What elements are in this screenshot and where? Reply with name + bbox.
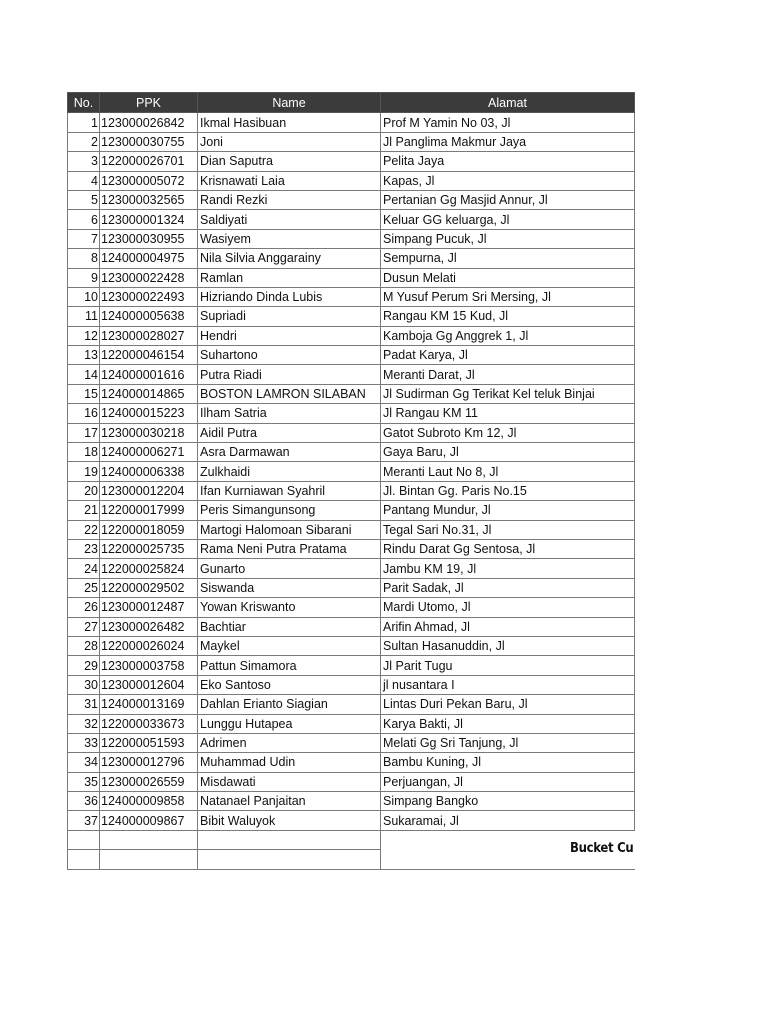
ppk-cell[interactable]: 124000004975 xyxy=(100,249,198,268)
address-cell[interactable]: Pelita Jaya xyxy=(381,152,635,171)
name-cell[interactable]: Putra Riadi xyxy=(198,365,381,384)
table-row xyxy=(68,384,635,403)
name-cell[interactable]: Ikmal Hasibuan xyxy=(198,113,381,132)
ppk-cell[interactable]: 122000046154 xyxy=(100,346,198,365)
table-cell[interactable] xyxy=(100,830,198,849)
ppk-cell[interactable]: 123000030218 xyxy=(100,423,198,442)
ppk-cell[interactable]: 123000022428 xyxy=(100,268,198,287)
table-row xyxy=(68,210,635,229)
table-row xyxy=(68,132,635,151)
ppk-cell[interactable]: 122000018059 xyxy=(100,520,198,539)
address-cell[interactable]: Simpang Pucuk, Jl xyxy=(381,229,635,248)
table-row xyxy=(68,675,635,694)
row-number-cell[interactable]: 11 xyxy=(68,307,100,326)
table-row xyxy=(68,656,635,675)
data-table xyxy=(67,92,635,870)
address-cell[interactable]: Lintas Duri Pekan Baru, Jl xyxy=(381,695,635,714)
row-number-cell[interactable]: 3 xyxy=(68,152,100,171)
spreadsheet xyxy=(67,92,634,870)
ppk-cell[interactable]: 122000025824 xyxy=(100,559,198,578)
address-cell[interactable]: Tegal Sari No.31, Jl xyxy=(381,520,635,539)
address-cell[interactable]: M Yusuf Perum Sri Mersing, Jl xyxy=(381,287,635,306)
row-number-cell[interactable]: 26 xyxy=(68,598,100,617)
blank-row xyxy=(68,830,635,849)
name-cell[interactable]: Saldiyati xyxy=(198,210,381,229)
name-cell[interactable]: Zulkhaidi xyxy=(198,462,381,481)
bucket-label: Bucket Cu xyxy=(570,840,634,856)
table-row xyxy=(68,753,635,772)
table-cell[interactable] xyxy=(198,830,381,849)
ppk-cell[interactable]: 122000026024 xyxy=(100,636,198,655)
table-row xyxy=(68,772,635,791)
row-number-cell[interactable]: 29 xyxy=(68,656,100,675)
row-number-cell[interactable]: 28 xyxy=(68,636,100,655)
row-number-cell[interactable]: 23 xyxy=(68,539,100,558)
address-cell[interactable]: Meranti Darat, Jl xyxy=(381,365,635,384)
ppk-cell[interactable]: 123000032565 xyxy=(100,190,198,209)
address-cell[interactable]: jl nusantara I xyxy=(381,675,635,694)
ppk-cell[interactable]: 123000028027 xyxy=(100,326,198,345)
address-cell[interactable]: Bambu Kuning, Jl xyxy=(381,753,635,772)
table-row xyxy=(68,268,635,287)
row-number-cell[interactable]: 27 xyxy=(68,617,100,636)
table-row xyxy=(68,346,635,365)
table-row xyxy=(68,811,635,830)
table-row xyxy=(68,520,635,539)
name-cell[interactable]: Muhammad Udin xyxy=(198,753,381,772)
name-cell[interactable]: Ramlan xyxy=(198,268,381,287)
address-cell[interactable]: Arifin Ahmad, Jl xyxy=(381,617,635,636)
header-row xyxy=(68,93,635,113)
ppk-cell[interactable]: 123000012604 xyxy=(100,675,198,694)
name-cell[interactable]: Suhartono xyxy=(198,346,381,365)
row-number-cell[interactable]: 36 xyxy=(68,792,100,811)
ppk-cell[interactable]: 122000026701 xyxy=(100,152,198,171)
name-cell[interactable]: Hizriando Dinda Lubis xyxy=(198,287,381,306)
ppk-cell[interactable]: 124000005638 xyxy=(100,307,198,326)
table-footer xyxy=(68,830,635,869)
row-number-cell[interactable]: 35 xyxy=(68,772,100,791)
table-row xyxy=(68,404,635,423)
ppk-cell[interactable]: 122000017999 xyxy=(100,501,198,520)
table-row xyxy=(68,171,635,190)
address-cell[interactable]: Jambu KM 19, Jl xyxy=(381,559,635,578)
address-cell[interactable]: Parit Sadak, Jl xyxy=(381,578,635,597)
ppk-cell[interactable]: 124000006271 xyxy=(100,443,198,462)
address-cell[interactable]: Dusun Melati xyxy=(381,268,635,287)
address-cell[interactable]: Rangau KM 15 Kud, Jl xyxy=(381,307,635,326)
ppk-cell[interactable]: 124000014865 xyxy=(100,384,198,403)
ppk-cell[interactable]: 123000030755 xyxy=(100,132,198,151)
table-row xyxy=(68,423,635,442)
name-cell[interactable]: Ifan Kurniawan Syahril xyxy=(198,481,381,500)
row-number-cell[interactable]: 13 xyxy=(68,346,100,365)
row-number-cell[interactable]: 7 xyxy=(68,229,100,248)
table-row xyxy=(68,617,635,636)
table-row xyxy=(68,733,635,752)
row-number-cell[interactable]: 8 xyxy=(68,249,100,268)
name-cell[interactable]: Bibit Waluyok xyxy=(198,811,381,830)
address-cell[interactable]: Pertanian Gg Masjid Annur, Jl xyxy=(381,190,635,209)
row-number-cell[interactable]: 10 xyxy=(68,287,100,306)
row-number-cell[interactable]: 25 xyxy=(68,578,100,597)
ppk-cell[interactable]: 123000003758 xyxy=(100,656,198,675)
row-number-cell[interactable]: 17 xyxy=(68,423,100,442)
table-row xyxy=(68,539,635,558)
table-row xyxy=(68,598,635,617)
address-cell[interactable]: Keluar GG keluarga, Jl xyxy=(381,210,635,229)
address-cell[interactable]: Simpang Bangko xyxy=(381,792,635,811)
row-number-cell[interactable]: 12 xyxy=(68,326,100,345)
table-row xyxy=(68,792,635,811)
address-cell[interactable]: Jl Rangau KM 11 xyxy=(381,404,635,423)
table-row xyxy=(68,714,635,733)
ppk-cell[interactable]: 124000015223 xyxy=(100,404,198,423)
row-number-cell[interactable]: 21 xyxy=(68,501,100,520)
row-number-cell[interactable]: 1 xyxy=(68,113,100,132)
name-cell[interactable]: Maykel xyxy=(198,636,381,655)
row-number-cell[interactable]: 31 xyxy=(68,695,100,714)
name-cell[interactable]: BOSTON LAMRON SILABAN xyxy=(198,384,381,403)
table-row xyxy=(68,462,635,481)
bucket-cell[interactable] xyxy=(381,830,635,869)
address-cell[interactable]: Jl Panglima Makmur Jaya xyxy=(381,132,635,151)
name-cell[interactable]: Misdawati xyxy=(198,772,381,791)
table-cell[interactable] xyxy=(68,830,100,849)
table-cell[interactable] xyxy=(100,850,198,869)
address-cell[interactable]: Sempurna, Jl xyxy=(381,249,635,268)
name-cell[interactable]: Randi Rezki xyxy=(198,190,381,209)
table-row xyxy=(68,501,635,520)
table-row xyxy=(68,190,635,209)
row-number-cell[interactable]: 15 xyxy=(68,384,100,403)
ppk-cell[interactable]: 122000029502 xyxy=(100,578,198,597)
address-cell[interactable]: Karya Bakti, Jl xyxy=(381,714,635,733)
header-address[interactable]: Alamat xyxy=(381,93,635,113)
table-row xyxy=(68,695,635,714)
name-cell[interactable]: Lunggu Hutapea xyxy=(198,714,381,733)
address-cell[interactable]: Prof M Yamin No 03, Jl xyxy=(381,113,635,132)
name-cell[interactable]: Adrimen xyxy=(198,733,381,752)
name-cell[interactable]: Krisnawati Laia xyxy=(198,171,381,190)
ppk-cell[interactable]: 124000006338 xyxy=(100,462,198,481)
ppk-cell[interactable]: 124000009867 xyxy=(100,811,198,830)
row-number-cell[interactable]: 16 xyxy=(68,404,100,423)
ppk-cell[interactable]: 122000033673 xyxy=(100,714,198,733)
name-cell[interactable]: Martogi Halomoan Sibarani xyxy=(198,520,381,539)
name-cell[interactable]: Peris Simangunsong xyxy=(198,501,381,520)
table-row xyxy=(68,559,635,578)
name-cell[interactable]: Yowan Kriswanto xyxy=(198,598,381,617)
address-cell[interactable]: Gaya Baru, Jl xyxy=(381,443,635,462)
address-cell[interactable]: Sukaramai, Jl xyxy=(381,811,635,830)
address-cell[interactable]: Melati Gg Sri Tanjung, Jl xyxy=(381,733,635,752)
table-row xyxy=(68,229,635,248)
ppk-cell[interactable]: 123000012204 xyxy=(100,481,198,500)
row-number-cell[interactable]: 34 xyxy=(68,753,100,772)
address-cell[interactable]: Meranti Laut No 8, Jl xyxy=(381,462,635,481)
header-no[interactable]: No. xyxy=(68,93,100,113)
address-cell[interactable]: Padat Karya, Jl xyxy=(381,346,635,365)
name-cell[interactable]: Dian Saputra xyxy=(198,152,381,171)
table-row xyxy=(68,152,635,171)
name-cell[interactable]: Hendri xyxy=(198,326,381,345)
table-row xyxy=(68,636,635,655)
row-number-cell[interactable]: 32 xyxy=(68,714,100,733)
name-cell[interactable]: Joni xyxy=(198,132,381,151)
row-number-cell[interactable]: 4 xyxy=(68,171,100,190)
address-cell[interactable]: Rindu Darat Gg Sentosa, Jl xyxy=(381,539,635,558)
ppk-cell[interactable]: 123000012487 xyxy=(100,598,198,617)
table-row xyxy=(68,443,635,462)
table-row xyxy=(68,365,635,384)
ppk-cell[interactable]: 123000022493 xyxy=(100,287,198,306)
address-cell[interactable]: Kamboja Gg Anggrek 1, Jl xyxy=(381,326,635,345)
row-number-cell[interactable]: 18 xyxy=(68,443,100,462)
row-number-cell[interactable]: 37 xyxy=(68,811,100,830)
address-cell[interactable]: Pantang Mundur, Jl xyxy=(381,501,635,520)
ppk-cell[interactable]: 123000030955 xyxy=(100,229,198,248)
table-cell[interactable] xyxy=(198,850,381,869)
table-cell[interactable] xyxy=(68,850,100,869)
address-cell[interactable]: Mardi Utomo, Jl xyxy=(381,598,635,617)
ppk-cell[interactable]: 123000012796 xyxy=(100,753,198,772)
table-row xyxy=(68,113,635,132)
ppk-cell[interactable]: 123000005072 xyxy=(100,171,198,190)
row-number-cell[interactable]: 30 xyxy=(68,675,100,694)
ppk-cell[interactable]: 124000013169 xyxy=(100,695,198,714)
address-cell[interactable]: Jl Parit Tugu xyxy=(381,656,635,675)
row-number-cell[interactable]: 5 xyxy=(68,190,100,209)
ppk-cell[interactable]: 122000051593 xyxy=(100,733,198,752)
row-number-cell[interactable]: 14 xyxy=(68,365,100,384)
name-cell[interactable]: Siswanda xyxy=(198,578,381,597)
row-number-cell[interactable]: 6 xyxy=(68,210,100,229)
row-number-cell[interactable]: 19 xyxy=(68,462,100,481)
row-number-cell[interactable]: 2 xyxy=(68,132,100,151)
table-row xyxy=(68,578,635,597)
name-cell[interactable]: Wasiyem xyxy=(198,229,381,248)
name-cell[interactable]: Rama Neni Putra Pratama xyxy=(198,539,381,558)
table-row xyxy=(68,307,635,326)
name-cell[interactable]: Natanael Panjaitan xyxy=(198,792,381,811)
ppk-cell[interactable]: 123000026559 xyxy=(100,772,198,791)
name-cell[interactable]: Eko Santoso xyxy=(198,675,381,694)
ppk-cell[interactable]: 124000009858 xyxy=(100,792,198,811)
address-cell[interactable]: Sultan Hasanuddin, Jl xyxy=(381,636,635,655)
address-cell[interactable]: Jl. Bintan Gg. Paris No.15 xyxy=(381,481,635,500)
name-cell[interactable]: Bachtiar xyxy=(198,617,381,636)
table-row xyxy=(68,326,635,345)
table-body xyxy=(68,113,635,830)
row-number-cell[interactable]: 24 xyxy=(68,559,100,578)
header-name[interactable]: Name xyxy=(198,93,381,113)
table-row xyxy=(68,481,635,500)
address-cell[interactable]: Kapas, Jl xyxy=(381,171,635,190)
ppk-cell[interactable]: 123000001324 xyxy=(100,210,198,229)
row-number-cell[interactable]: 33 xyxy=(68,733,100,752)
ppk-cell[interactable]: 123000026842 xyxy=(100,113,198,132)
row-number-cell[interactable]: 22 xyxy=(68,520,100,539)
row-number-cell[interactable]: 20 xyxy=(68,481,100,500)
name-cell[interactable]: Gunarto xyxy=(198,559,381,578)
table-row xyxy=(68,249,635,268)
name-cell[interactable]: Dahlan Erianto Siagian xyxy=(198,695,381,714)
name-cell[interactable]: Pattun Simamora xyxy=(198,656,381,675)
ppk-cell[interactable]: 123000026482 xyxy=(100,617,198,636)
address-cell[interactable]: Gatot Subroto Km 12, Jl xyxy=(381,423,635,442)
address-cell[interactable]: Perjuangan, Jl xyxy=(381,772,635,791)
table-row xyxy=(68,287,635,306)
name-cell[interactable]: Ilham Satria xyxy=(198,404,381,423)
address-cell[interactable]: Jl Sudirman Gg Terikat Kel teluk Binjai xyxy=(381,384,635,403)
name-cell[interactable]: Asra Darmawan xyxy=(198,443,381,462)
name-cell[interactable]: Aidil Putra xyxy=(198,423,381,442)
header-ppk[interactable]: PPK xyxy=(100,93,198,113)
ppk-cell[interactable]: 122000025735 xyxy=(100,539,198,558)
row-number-cell[interactable]: 9 xyxy=(68,268,100,287)
ppk-cell[interactable]: 124000001616 xyxy=(100,365,198,384)
name-cell[interactable]: Nila Silvia Anggarainy xyxy=(198,249,381,268)
name-cell[interactable]: Supriadi xyxy=(198,307,381,326)
